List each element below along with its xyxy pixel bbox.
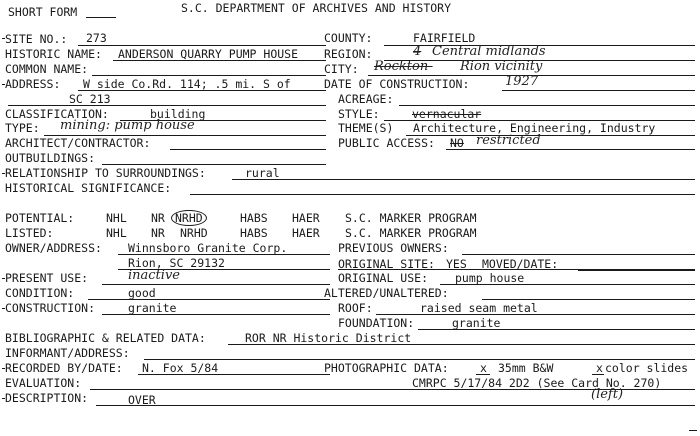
owner-line1-rule: [118, 254, 330, 255]
altered-label: ALTERED/UNALTERED:: [324, 286, 449, 300]
description-line: [96, 405, 695, 406]
corner-tick: [689, 430, 697, 431]
significance-label: HISTORICAL SIGNIFICANCE:: [5, 181, 172, 195]
roof-line: [376, 314, 695, 315]
construction-line: [102, 314, 330, 315]
date-label: DATE OF CONSTRUCTION:: [324, 77, 470, 91]
roof-value: raised seam metal: [420, 301, 538, 315]
description-value: OVER: [128, 393, 156, 407]
original-use-label: ORIGINAL USE:: [338, 271, 429, 285]
margin-tick: [2, 173, 5, 174]
photo-check-bw-line: [476, 374, 490, 375]
condition-label: CONDITION:: [5, 286, 75, 300]
margin-tick: [2, 38, 5, 39]
city-struck: Rockton-: [374, 59, 433, 74]
photo-note: (left): [591, 387, 624, 402]
public-access-label: PUBLIC ACCESS:: [338, 136, 435, 150]
short-form-label: SHORT FORM: [8, 5, 78, 19]
listed-marker: S.C. MARKER PROGRAM: [345, 226, 477, 240]
historic-name-line: [113, 60, 326, 61]
listed-habs: HABS: [240, 226, 268, 240]
date-value: 1927: [505, 74, 539, 89]
site-no-line: [78, 45, 326, 46]
recorded-value: N. Fox 5/84: [142, 361, 219, 375]
biblio-label: BIBLIOGRAPHIC & RELATED DATA:: [5, 331, 206, 345]
previous-owners-line: [462, 254, 695, 255]
address-line1: W side Co.Rd. 114; .5 mi. S of: [83, 77, 291, 91]
relationship-label: RELATIONSHIP TO SURROUNDINGS:: [5, 166, 206, 180]
construction-value: granite: [128, 301, 177, 315]
county-value: FAIRFIELD: [413, 31, 476, 45]
classification-value: building: [150, 107, 206, 121]
region-struck: 4: [413, 44, 422, 59]
site-no-value: 273: [86, 31, 107, 45]
common-name-label: COMMON NAME:: [5, 62, 89, 76]
city-value: Rion vicinity: [460, 59, 543, 74]
roof-label: ROOF:: [338, 301, 373, 315]
biblio-line: [228, 344, 695, 345]
listed-label: LISTED:: [5, 226, 54, 240]
potential-marker: S.C. MARKER PROGRAM: [345, 211, 477, 225]
region-value: Central midlands: [432, 44, 546, 59]
photo-check-color-line: [592, 374, 604, 375]
moved-date-line: [578, 270, 695, 271]
listed-nhl: NHL: [106, 226, 127, 240]
county-label: COUNTY:: [324, 31, 373, 45]
potential-label: POTENTIAL:: [5, 211, 75, 225]
date-line: [502, 90, 695, 91]
moved-date-label: MOVED/DATE:: [482, 257, 559, 271]
construction-label: CONSTRUCTION:: [5, 301, 96, 315]
acreage-label: ACREAGE:: [338, 92, 394, 106]
photo-label: PHOTOGRAPHIC DATA:: [324, 361, 449, 375]
original-use-value: pump house: [455, 271, 525, 285]
condition-line: [88, 299, 330, 300]
potential-nr: NR: [151, 211, 165, 225]
architect-label: ARCHITECT/CONTRACTOR:: [5, 136, 151, 150]
informant-label: INFORMANT/ADDRESS:: [5, 346, 130, 360]
significance-line: [190, 194, 695, 195]
public-access-struck: NO: [450, 136, 464, 150]
address-line1-rule: [78, 90, 326, 91]
relationship-value: rural: [245, 166, 280, 180]
relationship-line: [232, 179, 695, 180]
public-access-line: [446, 149, 695, 150]
foundation-value: granite: [452, 316, 501, 330]
photo-check-bw: x: [480, 361, 487, 375]
short-form-line: [86, 17, 116, 18]
potential-nhl: NHL: [106, 211, 127, 225]
present-use-value: inactive: [128, 268, 180, 283]
themes-label: THEME(S): [338, 121, 394, 135]
type-value: mining: pump house: [60, 118, 195, 133]
address-line2: SC 213: [69, 92, 111, 106]
acreage-line: [399, 105, 695, 106]
photo-bw-label: 35mm B&W: [498, 361, 554, 375]
listed-nr: NR: [151, 226, 165, 240]
potential-habs: HABS: [240, 211, 268, 225]
informant-line: [144, 359, 695, 360]
present-use-label: PRESENT USE:: [5, 271, 89, 285]
recorded-label: RECORDED BY/DATE:: [5, 361, 123, 375]
themes-value: Architecture, Engineering, Industry: [413, 121, 656, 135]
foundation-line: [418, 329, 695, 330]
recorded-line: [138, 374, 330, 375]
biblio-value: ROR NR Historic District: [245, 331, 412, 345]
photo-color-label: color slides: [605, 361, 689, 375]
original-site-value: YES: [446, 257, 467, 271]
condition-value: good: [128, 286, 156, 300]
original-use-line: [440, 284, 695, 285]
evaluation-label: EVALUATION:: [5, 376, 82, 390]
margin-tick: [2, 398, 5, 399]
photo-check-color: x: [596, 361, 603, 375]
owner-label: OWNER/ADDRESS:: [5, 241, 102, 255]
photo-reference: CMRPC 5/17/84 2D2 (See Card No. 270): [412, 376, 662, 390]
site-no-label: SITE NO.:: [5, 32, 68, 46]
owner-line1: Winnsboro Granite Corp.: [128, 241, 288, 255]
description-label: DESCRIPTION:: [5, 391, 89, 405]
altered-line: [482, 299, 695, 300]
margin-tick: [2, 368, 5, 369]
outbuildings-label: OUTBUILDINGS:: [5, 151, 96, 165]
present-use-line: [102, 284, 330, 285]
address-label: ADDRESS:: [5, 77, 61, 91]
architect-line: [170, 149, 326, 150]
historic-name-label: HISTORIC NAME:: [5, 47, 102, 61]
address-line2-rule: [8, 105, 326, 106]
classification-label: CLASSIFICATION:: [5, 107, 109, 121]
original-site-label: ORIGINAL SITE:: [338, 257, 435, 271]
city-label: CITY:: [324, 62, 359, 76]
potential-haer: HAER: [292, 211, 320, 225]
margin-tick: [2, 278, 5, 279]
potential-nrhd-circled: NRHD: [171, 210, 207, 226]
foundation-label: FOUNDATION:: [338, 316, 415, 330]
type-label: TYPE:: [5, 121, 40, 135]
listed-haer: HAER: [292, 226, 320, 240]
previous-owners-label: PREVIOUS OWNERS:: [338, 241, 449, 255]
style-label: STYLE:: [338, 107, 380, 121]
margin-tick: [2, 308, 5, 309]
department-title: S.C. DEPARTMENT OF ARCHIVES AND HISTORY: [181, 1, 452, 15]
public-access-value: restricted: [476, 133, 541, 148]
common-name-line: [92, 75, 326, 76]
outbuildings-line: [102, 164, 326, 165]
historic-name-value: ANDERSON QUARRY PUMP HOUSE: [118, 47, 299, 61]
region-label: REGION:: [324, 47, 373, 61]
listed-nrhd: NRHD: [180, 226, 208, 240]
style-value: vernacular: [412, 107, 482, 121]
owner-line2: Rion, SC 29132: [128, 256, 225, 270]
margin-tick: [2, 84, 5, 85]
